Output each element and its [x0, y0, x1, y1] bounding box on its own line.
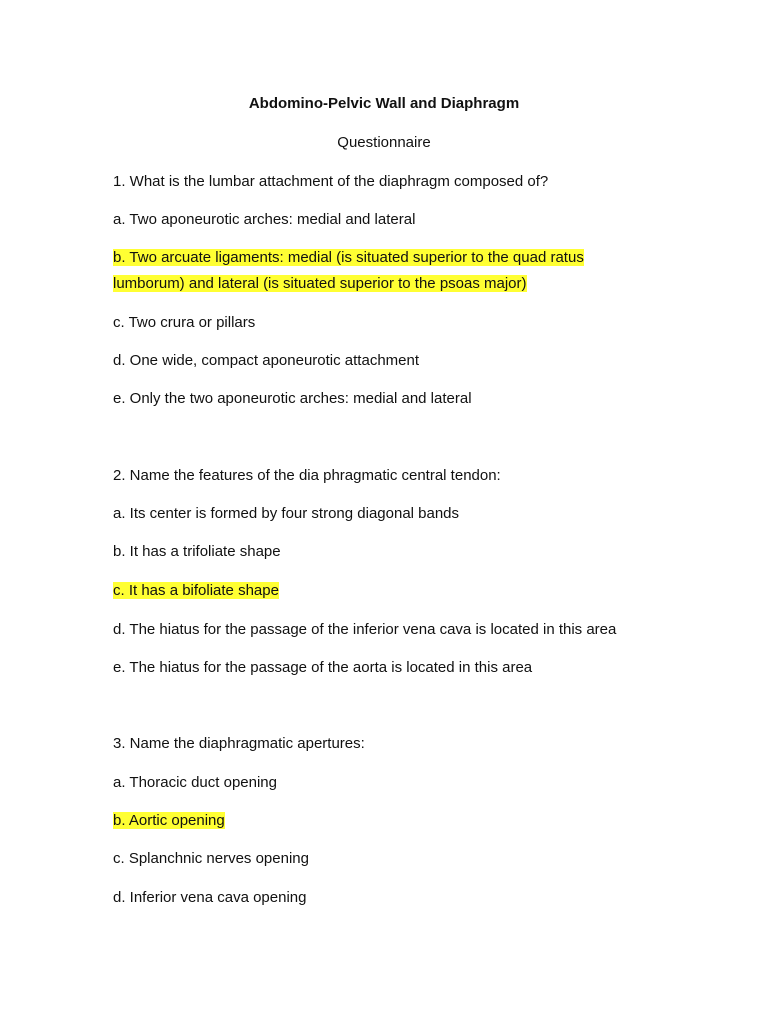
q1-option-b-line-1: [113, 248, 584, 268]
q3-option-c: c. Splanchnic nerves opening: [113, 850, 309, 867]
q1-option-d: d. One wide, compact aponeurotic attachment: [113, 352, 420, 369]
q3-option-b-line: [113, 811, 225, 831]
q2-option-b: b. It has a trifoliate shape: [113, 543, 281, 560]
question-2: 2. Name the features of the dia phragmatic central tendon:: [113, 467, 501, 484]
document-title: Abdomino-Pelvic Wall and Diaphragm: [248, 95, 520, 112]
q1-option-b-line-2: [113, 274, 527, 294]
q1-option-b-prefix: b. Two: [113, 249, 162, 266]
question-3: 3. Name the diaphragmatic apertures:: [113, 735, 365, 752]
q2-option-a: a. Its center is formed by four strong diagonal bands: [113, 505, 460, 522]
q1-option-c: c. Two crura or pillars: [113, 314, 256, 331]
q1-option-b-continuation: lumborum) and lateral (is situated superior to the psoas major): [113, 275, 527, 292]
document-subtitle: Questionnaire: [337, 134, 431, 151]
q2-option-e: e. The hiatus for the passage of the aorta is located in this area: [113, 659, 533, 676]
q1-option-e: e. Only the two aponeurotic arches: medial and lateral: [113, 390, 472, 407]
q1-option-a: a. Two aponeurotic arches: medial and lateral: [113, 211, 416, 228]
question-1: 1. What is the lumbar attachment of the diaphragm composed of?: [113, 173, 549, 190]
q3-option-d: d. Inferior vena cava opening: [113, 889, 307, 906]
q2-option-c-line: [113, 581, 279, 601]
q2-option-d: d. The hiatus for the passage of the inferior vena cava is located in this area: [113, 621, 617, 638]
q2-option-c: c. It has a bifoliate shape: [113, 582, 279, 599]
q3-option-b: b. Aortic opening: [113, 812, 225, 829]
q1-option-b-highlight: arcuate ligaments: medial (is situated superior to the quad ratus: [161, 249, 584, 266]
q3-option-a: a. Thoracic duct opening: [113, 774, 277, 791]
